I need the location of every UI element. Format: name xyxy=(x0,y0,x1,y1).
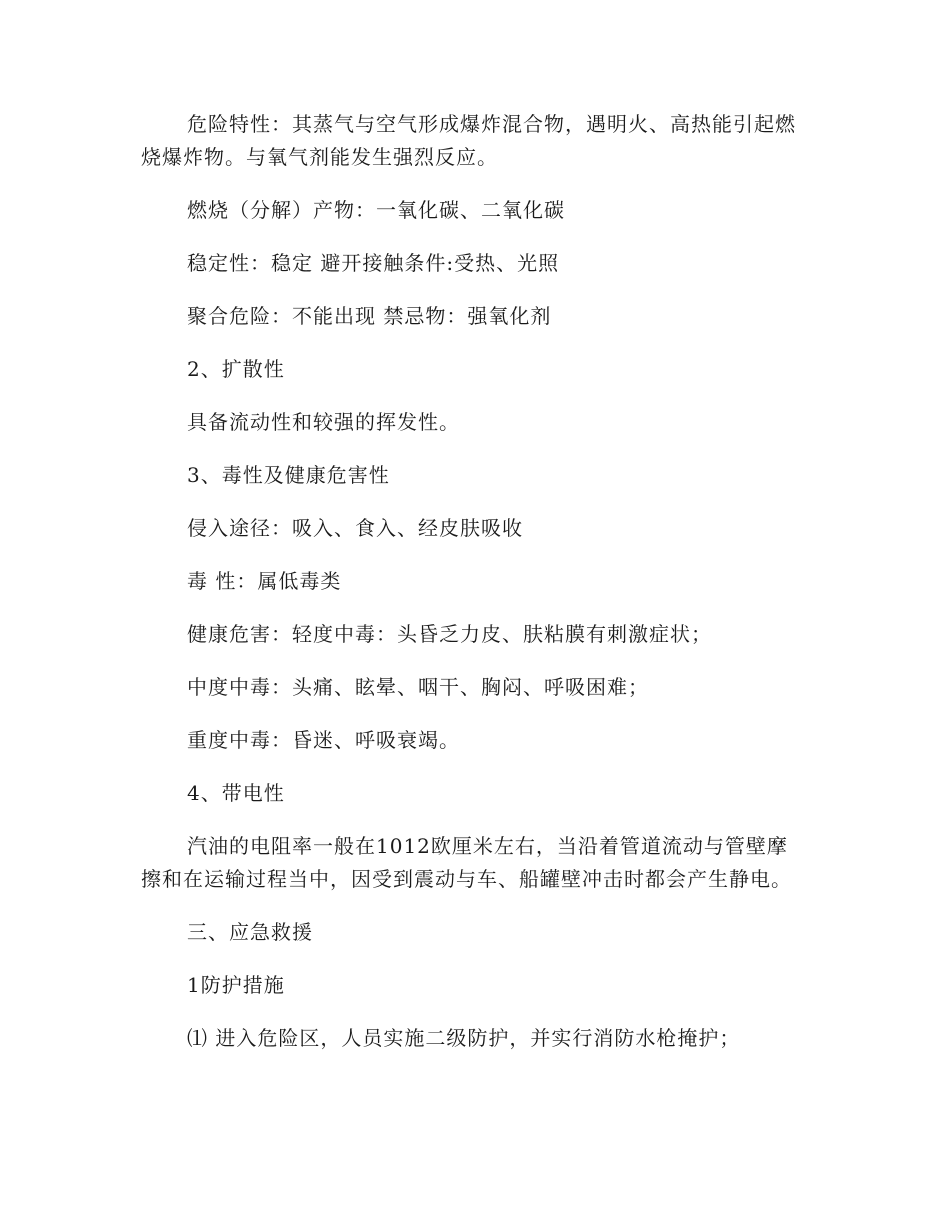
paragraph-exposure-routes: 侵入途径：吸入、食入、经皮肤吸收 xyxy=(187,516,523,540)
document-body xyxy=(141,108,806,1075)
paragraph-toxicity-class: 毒 性：属低毒类 xyxy=(187,569,342,593)
paragraph-health-hazard-mild: 健康危害：轻度中毒：头昏乏力皮、肤粘膜有刺激症状； xyxy=(187,622,712,646)
paragraph-electrostatic: 汽油的电阻率一般在1012欧厘米左右，当沿着管道流动与管壁摩擦和在运输过程当中，因受到震动与车、船罐壁冲击时都会产生静电。 xyxy=(141,834,792,891)
paragraph-health-hazard-moderate: 中度中毒：头痛、眩晕、咽干、胸闷、呼吸困难； xyxy=(187,675,649,699)
heading-protective-measures: 1防护措施 xyxy=(187,973,285,997)
paragraph-hazard-properties: 危险特性：其蒸气与空气形成爆炸混合物，遇明火、高热能引起燃烧爆炸物。与氧气剂能发生强烈反应。 xyxy=(141,112,796,169)
paragraph-health-hazard-severe: 重度中毒：昏迷、呼吸衰竭。 xyxy=(187,728,460,752)
paragraph-polymerization-hazard: 聚合危险：不能出现 禁忌物：强氧化剂 xyxy=(187,304,552,328)
paragraph-protective-measure-1: ⑴ 进入危险区，人员实施二级防护，并实行消防水枪掩护； xyxy=(187,1026,741,1050)
paragraph-combustion-products: 燃烧（分解）产物：一氧化碳、二氧化碳 xyxy=(187,198,565,222)
heading-toxicity: 3、毒性及健康危害性 xyxy=(187,463,390,487)
paragraph-stability: 稳定性：稳定 避开接触条件:受热、光照 xyxy=(187,251,560,275)
paragraph-diffusivity: 具备流动性和较强的挥发性。 xyxy=(187,410,460,434)
heading-electrostatic: 4、带电性 xyxy=(187,781,285,805)
heading-emergency-rescue: 三、应急救援 xyxy=(187,920,313,944)
heading-diffusivity: 2、扩散性 xyxy=(187,357,285,381)
